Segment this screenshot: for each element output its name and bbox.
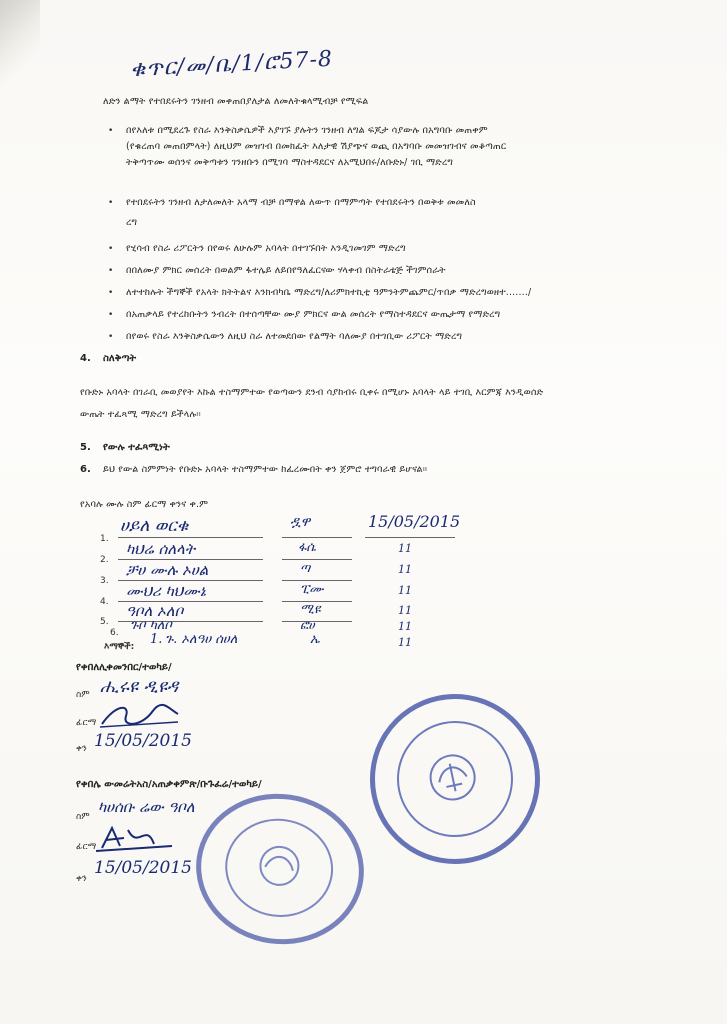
section-heading: የውሉ ተፈጻሚነት [103, 442, 170, 453]
sign-line [282, 559, 352, 560]
row-number: 4. [100, 597, 109, 607]
member-name: ቻሀ ሙሉ ኦሀል [126, 561, 209, 579]
section-number: 4. [80, 353, 91, 364]
member-name: ዓቦለ ኦለቦ [126, 602, 184, 620]
name-line [118, 537, 263, 538]
list-item: የተበደሩትን ገንዘብ ለታለመለት አላማ ብቻ በማዋል ለውጥ በማምጣት የተበደሩትን በወቅቱ መመለስ [126, 197, 476, 208]
sign-line [282, 580, 352, 581]
row-number: 2. [100, 555, 109, 565]
bullet-dot-icon: • [108, 126, 114, 136]
receiver2-date: 15/05/2015 [94, 858, 192, 878]
receiver2-title: የቀበሌ ውመሬትአስ/አጠቃቀምጽ/ቡጉፈሬ/ተወካይ/ [76, 779, 262, 790]
receiver2-signature-mark [94, 820, 174, 854]
paragraph-line: የቡድኑ አባላት በገራቢ መወያየት እኩል ተስማምተው የወጣውን ደንብ ሳያከብሩ ቢቀሩ በሚሆኑ አባላት ላይ ተገቢ እርምጃ እንዲወሰድ [80, 387, 544, 398]
section-number: 5. [80, 442, 91, 453]
receiver2-sign-label: ፊርማ [76, 842, 97, 852]
member-date: 11 [398, 604, 412, 617]
member-signature: ጣ [300, 561, 311, 576]
sign-line [282, 621, 352, 622]
member-signature: ፎሀ [300, 618, 315, 632]
member-signature: ዷዋ [290, 514, 311, 530]
row-number: 1. [100, 534, 109, 544]
bullet-dot-icon: • [108, 244, 114, 254]
row-number: 5. [100, 617, 109, 627]
receiver2-name-label: ስም [76, 812, 90, 822]
scan-shadow [0, 0, 40, 90]
receiver1-date: 15/05/2015 [94, 731, 192, 751]
witness-signature: ኤ [310, 632, 320, 647]
member-date: 11 [398, 542, 412, 555]
stamp-emblem-icon [250, 838, 308, 895]
row-number: 3. [100, 576, 109, 586]
witness-label: እማኞች: [104, 642, 135, 652]
member-signature: ፒሙ [300, 582, 324, 597]
date-line [365, 537, 455, 538]
receiver1-date-label: ቀን [76, 744, 87, 754]
receiver1-sign-label: ፊርማ [76, 718, 97, 728]
sign-line [282, 537, 352, 538]
witness-row-number: 1. [150, 632, 163, 647]
bullet-dot-icon: • [108, 310, 114, 320]
receiver1-name-label: ስም [76, 690, 90, 700]
member-date: 11 [398, 620, 412, 633]
member-signature: ፋሴ [298, 540, 316, 555]
receiver2-name: ካሀሰቡ ሬው ዓቦለ [98, 798, 195, 816]
receiver1-signature-mark [96, 700, 182, 730]
section-number: 6. [80, 464, 91, 475]
member-signature: ሚዩ [300, 602, 321, 617]
receiver1-title: የቀበለሊቀመንበር/ተወካይ/ [76, 662, 172, 673]
list-item: ትቅጣጥሙ ወሰንና መቅጣቱን ገንዘቡን በሚገባ ማስተዳደርና ለአሚህበሩ/ለቡድኑ/ ገቢ ማድረግ [126, 157, 453, 168]
official-stamp-left [186, 783, 373, 955]
bullet-dot-icon: • [108, 198, 114, 208]
bullet-dot-icon: • [108, 332, 114, 342]
member-name: ሙህሪ ካህሙኔ [126, 582, 206, 600]
paragraph-line: ውጤት ተፈጻሚ ማድረግ ይችላሉ። [80, 409, 201, 420]
list-item: ረግ [126, 217, 138, 228]
member-name: ሀይለ ወርቁ [120, 516, 189, 536]
section-text: ይህ የውል ስምምነት የቡድኑ አባላት ተስማምተው ከፈረሙበት ቀን ጀምሮ ተግባራዊ ይሆናል። [103, 464, 428, 475]
document-title: ለድን ልማት የተበደሩትን ገንዘብ መቀጠበያለታል ለመለትቁላሚብቻ የሚፍል [103, 96, 369, 107]
name-line [118, 580, 263, 581]
member-date: 11 [398, 584, 412, 597]
member-name: ካህሬ ሰለላት [126, 540, 195, 558]
witness-date: 11 [398, 636, 412, 649]
row-number: 6. [110, 628, 119, 638]
list-item: በአጠቃላይ የተረከቡትን ንብረት በተሰጣቸው ሙያ ምክርና ውል መሰረት የማስተዳደርና ውጤታማ የማድረግ [126, 309, 501, 320]
stamp-emblem-icon [419, 744, 485, 810]
members-heading: የአባሉ ሙሉ ስም ፊርማ ቀንና ቀ.ም [80, 499, 209, 510]
reference-number: ቁጥር/መ/ቤ/1/ሮ57-8 [129, 46, 334, 83]
list-item: በበለሙያ ምክር መሰረት በወልም ፋተሌይ ለይበየዓለፈርናው ሃላቀብ በስትራቴጅ ችገምሰራት [126, 265, 446, 276]
list-item: ለተተከሉት ችግኞች የአላት ክትትልና እንክብካቤ ማድረግ/ለሪምክተኪቲ ዓምንትምጨምር/ጥበቃ ማድረግወዘተ......./ [126, 287, 532, 298]
member-date: 11 [398, 563, 412, 576]
witness-name: ጉ. ኦለዓሀ ሰሀለ [165, 632, 238, 647]
member-date: 15/05/2015 [368, 512, 461, 531]
list-item: በየወሩ የስራ እንቅስቃሴውን ለዚህ ስራ ለተመደበው የልማት ባለሙያ በተገቢው ሪፖርት ማድረግ [126, 331, 463, 342]
list-item: (የቁረጠባ መጠበምላት) ለዚህም መዝገብ በመክፈት እለታዊ ሽያጭና ወጪ በአግባቡ መመዝገብና መቆጣጠር [126, 141, 507, 152]
bullet-dot-icon: • [108, 266, 114, 276]
receiver2-date-label: ቀን [76, 874, 87, 884]
member-name: ጉቦ ካለቦ [130, 618, 172, 633]
name-line [118, 559, 263, 560]
list-item: የሂሳብ የስራ ሪፖርትን በየወሩ ለሁሉም አባላት በተገኙበት እንዲገመገም ማድረግ [126, 243, 406, 254]
section-heading: ስለቅጣት [103, 353, 137, 364]
bullet-dot-icon: • [108, 288, 114, 298]
official-stamp-right [354, 678, 556, 880]
list-item: በየእለቱ በሚደረጉ የስራ እንቅስቃሴዎች እያገኙ ያሉትን ገንዘብ ለግል ፍጆታ ሳያውሉ በአግባቡ መጠቀም [126, 125, 488, 136]
receiver1-name: ሒሩዩ ዲዩዳ [100, 676, 179, 697]
